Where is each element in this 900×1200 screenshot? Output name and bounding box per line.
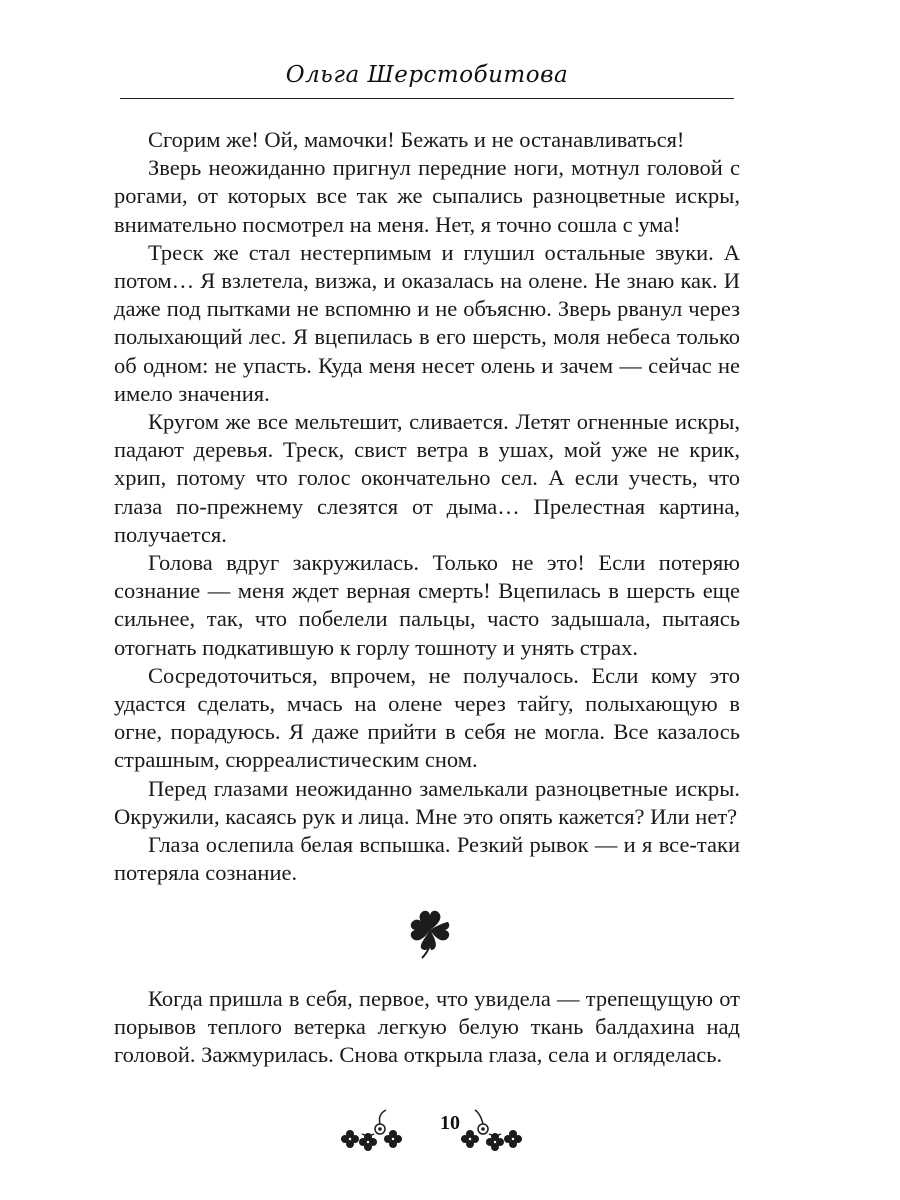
header-author-name: Ольга Шерстобитова xyxy=(285,62,569,88)
paragraph: Кругом же все мельтешит, сливается. Летят огненные искры, падают деревья. Треск, свист ветра в ушах, мой уже не крик, хрип, потому что голос окончательно сел. А если учесть, что глаза по-прежнему слезятся от дыма… Прелестная картина, получается. xyxy=(114,409,740,547)
paragraph: Перед глазами неожиданно замелькали разноцветные искры. Окружили, касаясь рук и лица. Мне это опять кажется? Или нет? xyxy=(114,775,740,829)
paragraph: Треск же стал нестерпимым и глушил остальные звуки. А потом… Я взлетела, визжа, и оказалась на олене. Не знаю как. И даже под пытками не вспомню и не объясню. Зверь рванул через полыхающий лес. Я вцепилась в его шерсть, моля небеса только об одном: не упасть. Куда меня несет олень и зачем — сейчас не имело значения. xyxy=(114,239,740,406)
header-rule xyxy=(120,98,734,99)
paragraph: Сосредоточиться, впрочем, не получалось. Если кому это удастся сделать, мчась на олене через тайгу, полыхающую в огне, порадуюсь. Я даже прийти в себя не могла. Все казалось страшным, сюрреалистическим сном. xyxy=(114,662,740,773)
paragraph: Когда пришла в себя, первое, что увидела — трепещущую от порывов теплого ветерка легкую белую ткань балдахина над головой. Зажмурилась. Снова открыла глаза, села и огляделась. xyxy=(114,986,740,1068)
paragraph: Голова вдруг закружилась. Только не это! Если потеряю сознание — меня ждет верная смерть! Вцепилась в шерсть еще сильнее, так, что побелели пальцы, часто задышала, пытаясь отогнать подкатившую к горлу тошноту и унять страх. xyxy=(114,550,740,660)
running-header xyxy=(120,60,734,104)
clover-icon xyxy=(403,903,457,961)
paragraph: Глаза ослепила белая вспышка. Резкий рывок — и я все-таки потеряла сознание. xyxy=(114,832,740,886)
page-number: 10 xyxy=(440,1112,460,1134)
paragraph: Сгорим же! Ой, мамочки! Бежать и не останавливаться! xyxy=(148,127,685,152)
main-text xyxy=(114,126,740,887)
clover-bouquet-icon xyxy=(456,1106,526,1152)
page-footer xyxy=(300,1100,600,1160)
main-text-after-break xyxy=(114,985,740,1070)
paragraph: Зверь неожиданно пригнул передние ноги, мотнул головой с рогами, от которых все так же сыпались разноцветные искры, внимательно посмотрел на меня. Нет, я точно сошла с ума! xyxy=(114,155,740,237)
